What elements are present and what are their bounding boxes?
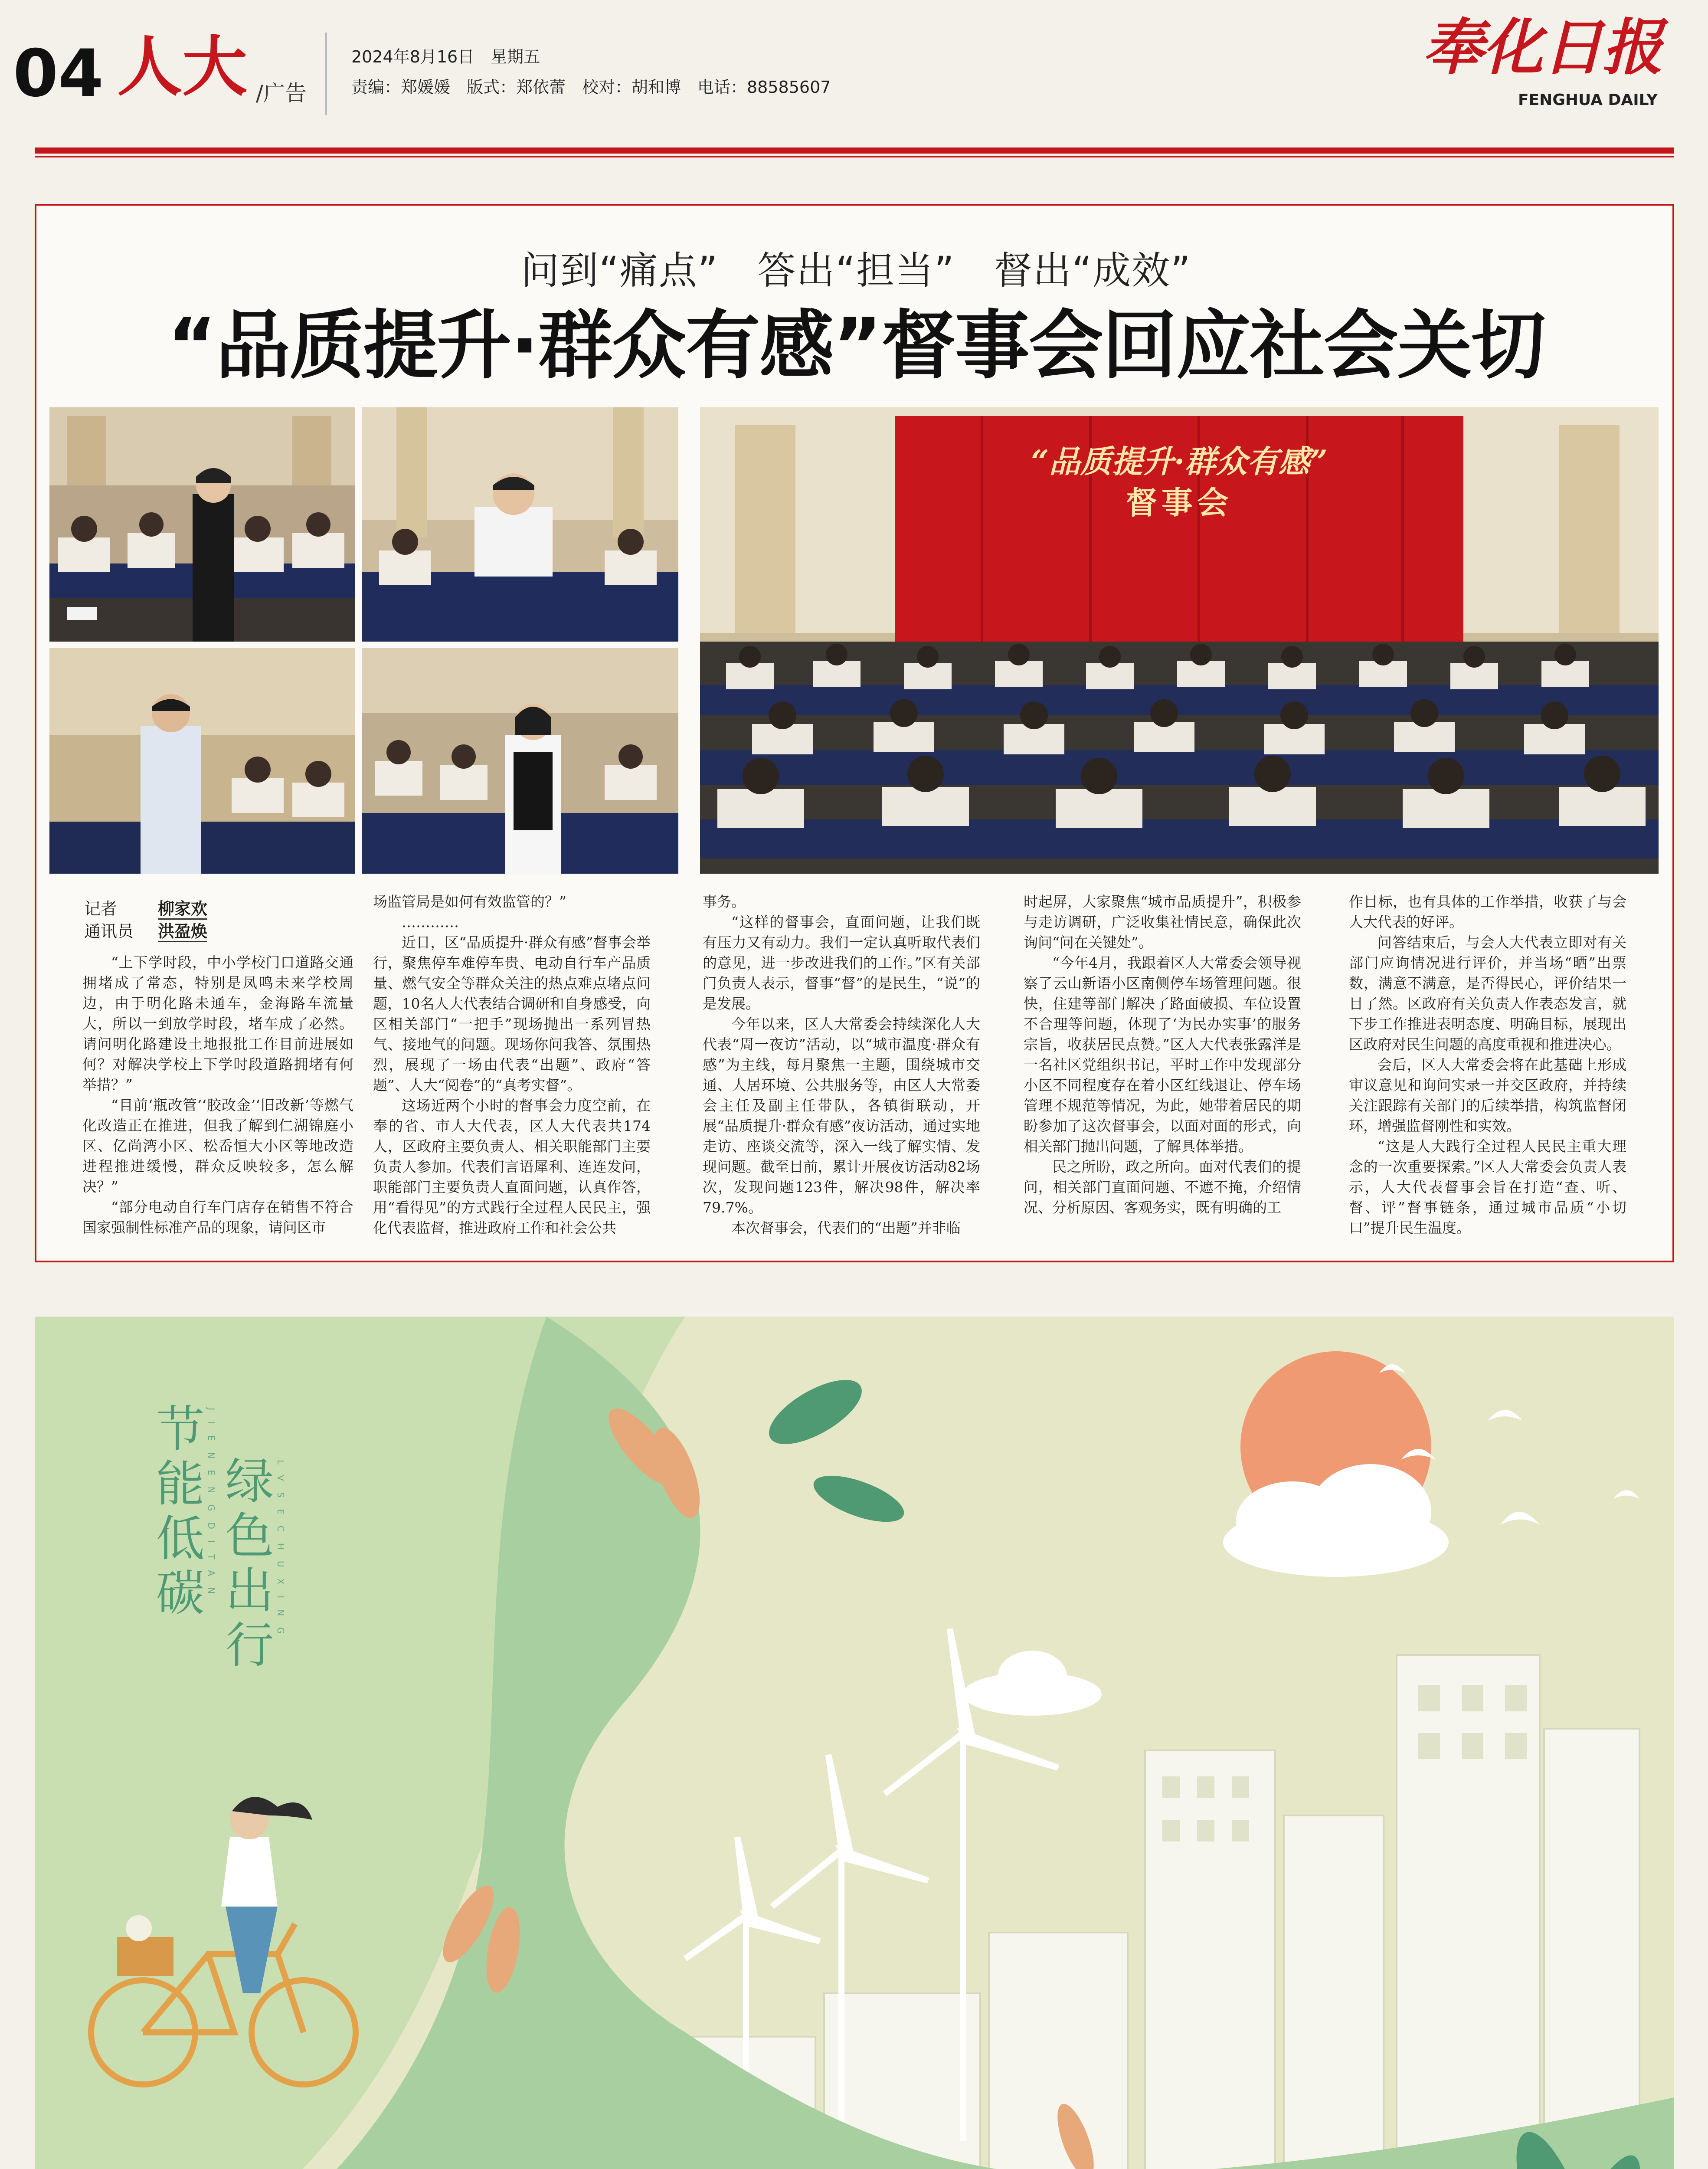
page-number: 04 — [13, 36, 104, 111]
photo-woman-speaking — [49, 407, 355, 642]
editor-credits: 责编：郑媛媛 版式：郑依蕾 校对：胡和博 电话：88585607 — [351, 78, 831, 97]
correspondent-label: 通讯员 — [84, 922, 134, 941]
paragraph: “目前‘瓶改管’‘胶改金’‘旧改新’等燃气化改造正在推进，但我了解到仁湖锦庭小区、亿尚湾小区、松岙恒大小区等地改造进程推进缓慢，群众反映较多，怎么解决？” — [82, 1097, 353, 1195]
paragraph: ………… — [402, 914, 459, 931]
section-name: 人大 — [117, 29, 248, 105]
paragraph: 本次督事会，代表们的“出题”并非临 — [731, 1219, 961, 1236]
paragraph: 这场近两个小时的督事会力度空前，在奉的省、市人大代表，区人大代表共174人，区政府主要负责人、相关职能部门主要负责人参加。代表们言语犀利、连连发问，职能部门主要负责人直面问题，认真作答，用“看得见”的方式践行全过程人民民主，强化代表监督，推进政府工作和社会公共 — [373, 1097, 651, 1236]
photo-man-speaking — [362, 407, 678, 642]
article-column-4 — [1024, 891, 1301, 1218]
article-column-2 — [373, 891, 651, 1238]
masthead-rule-thin — [35, 156, 1674, 157]
paragraph: 场监管局是如何有效监管的？” — [373, 893, 566, 910]
meeting-banner-line2: 督事会 — [1126, 484, 1233, 521]
paragraph: “这是人大践行全过程人民民主重大理念的一次重要探索。”区人大常委会负责人表示，人大代表督事会旨在打造“查、听、督、评”督事链条，通过城市品质“小切口”提升民生温度。 — [1349, 1138, 1626, 1236]
paragraph: 近日，区“品质提升·群众有感”督事会举行，聚焦停车难停车贵、电动自行车产品质量、燃气安全等群众关注的热点难点堵点问题，10名人大代表结合调研和自身感受，向区相关部门“一把手”现场抛出一系列冒热气、接地气的问题。现场你问我答、氛围热烈，展现了一场由代表“出题”、政府“答题”、人大“阅卷”的“真考实督”。 — [373, 934, 651, 1094]
newspaper-logo: 奉化日报 — [1423, 12, 1662, 83]
paragraph: “部分电动自行车门店存在销售不符合国家强制性标准产品的现象，请问区市 — [82, 1199, 353, 1236]
ad-illustration — [35, 1317, 1674, 2169]
photo-officer-speaking — [49, 648, 355, 874]
paragraph: 会后，区人大常委会将在此基础上形成审议意见和询问实录一并交区政府，并持续关注跟踪有关部门的后续举措，构筑监督闭环，增强监督刚性和实效。 — [1349, 1056, 1626, 1134]
section-subname: /广告 — [256, 81, 307, 106]
green-travel-ad — [35, 1317, 1674, 2169]
paragraph: 民之所盼，政之所向。面对代表们的提问，相关部门直面问题、不遮不掩，介绍情况、分析原因、客观务实，既有明确的工 — [1024, 1158, 1301, 1216]
masthead-divider — [325, 33, 327, 115]
correspondent-name: 洪盈焕 — [158, 922, 207, 942]
paragraph: 问答结束后，与会人大代表立即对有关部门应询情况进行评价，并当场“晒”出票数，满意不满意，是否得民心，评价结果一目了然。区政府有关负责人作表态发言，就下步工作推进表明态度、明确目标，展现出区政府对民生问题的高度重视和推进决心。 — [1349, 934, 1626, 1053]
photo-woman-standing — [362, 648, 678, 874]
paragraph: 事务。 — [703, 893, 746, 910]
article-kicker: 问到“痛点” 答出“担当” 督出“成效” — [521, 248, 1191, 293]
paragraph: 时起屏，大家聚焦“城市品质提升”，积极参与走访调研，广泛收集社情民意，确保此次询问“问在关键处”。 — [1024, 893, 1301, 951]
article-column-3 — [703, 891, 980, 1238]
paragraph: “上下学时段，中小学校门口道路交通拥堵成了常态，特别是凤鸣未来学校周边，由于明化路未通车，金海路车流量大，所以一到放学时段，堵车成了必然。请问明化路建设土地报批工作目前进展如何？对解决学校上下学时段道路拥堵有何举措？” — [82, 954, 353, 1093]
ad-title-line1: 节能低碳 — [148, 1403, 204, 1622]
article-column-5 — [1349, 891, 1626, 1238]
ad-pinyin-line2: LVSECHUXING — [275, 1460, 286, 1645]
paragraph: “今年4月，我跟着区人大常委会领导视察了云山新语小区南侧停车场管理问题。很快，住建等部门解决了路面破损、车位设置不合理等问题，体现了‘为民办实事’的服务宗旨，收获居民点赞。”区人大代表张露洋是一名社区党组织书记，平时工作中发现部分小区不同程度存在着小区红线退让、停车场管理不规范等情况，为此，她带着居民的期盼参加了这次督事会，以面对面的形式，向相关部门抛出问题，了解具体举措。 — [1024, 954, 1301, 1155]
reporter-label: 记者 — [84, 899, 118, 918]
issue-date: 2024年8月16日 星期五 — [351, 47, 540, 66]
paragraph: 今年以来，区人大常委会持续深化人大代表“周一夜访”活动，以“城市温度·群众有感”为主线，每月聚焦一主题，围绕城市交通、人居环境、公共服务等，由区人大常委会主任及副主任带队，各镇街联动，开展“品质提升·群众有感”夜访活动，通过实地走访、座谈交流等，深入一线了解实情、发现问题。截至目前，累计开展夜访活动82场次，发现问题123件，解决98件，解决率79.7%。 — [703, 1016, 980, 1216]
article-headline: “品质提升·群众有感”督事会回应社会关切 — [167, 302, 1545, 389]
masthead-rule — [35, 147, 1674, 154]
article-column-1 — [82, 952, 353, 1238]
newspaper-logo-english: FENGHUA DAILY — [1518, 91, 1658, 109]
ad-title-line2: 绿色出行 — [217, 1455, 274, 1674]
ad-pinyin-line1: JIENENGDITAN — [206, 1408, 216, 1605]
photo-meeting-hall — [700, 407, 1659, 874]
paragraph: 作目标，也有具体的工作举措，收获了与会人大代表的好评。 — [1349, 893, 1626, 931]
reporter-name: 柳家欢 — [158, 899, 207, 920]
paragraph: “这样的督事会，直面问题，让我们既有压力又有动力。我们一定认真听取代表们的意见，进一步改进我们的工作。”区有关部门负责人表示，督事“督”的是民生，“说”的是发展。 — [703, 914, 980, 1012]
byline — [84, 898, 292, 943]
meeting-banner-line1: “品质提升·群众有感” — [1031, 443, 1328, 480]
